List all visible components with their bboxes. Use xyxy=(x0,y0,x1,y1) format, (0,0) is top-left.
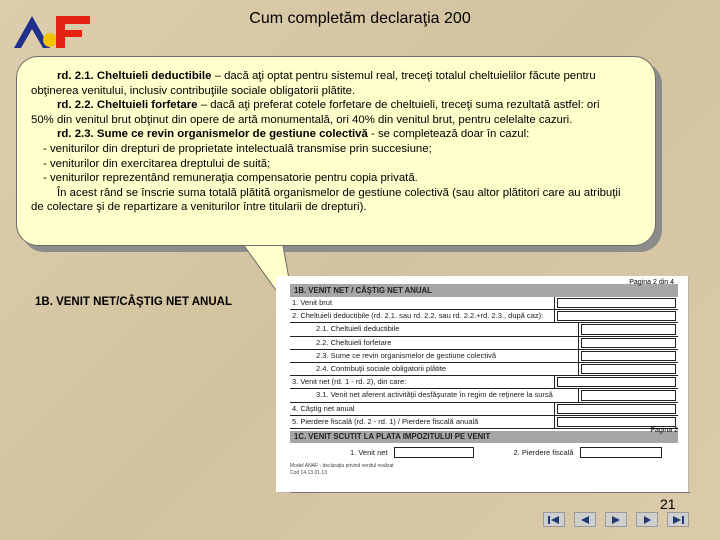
previous-slide-icon xyxy=(578,515,592,525)
last-slide-button[interactable] xyxy=(667,512,689,527)
form-row-value-box xyxy=(581,351,676,361)
form-row xyxy=(290,350,678,363)
form-section-header: 1B. VENIT NET / CÂŞTIG NET ANUAL xyxy=(290,284,678,297)
form-row-value-box xyxy=(581,390,676,400)
form-row-label: 1. Venit brut xyxy=(290,297,555,309)
form-rows xyxy=(290,297,678,429)
form-row-label: 2. Cheltuieli deductibile (rd. 2.1. sau rd. 2.2. sau rd. 2.2.+rd. 2.3., după caz): xyxy=(290,310,555,322)
slide-title: Cum completăm declaraţia 200 xyxy=(249,10,471,27)
exempt-field-label: 2. Pierdere fiscală xyxy=(513,448,574,458)
callout-text: - se completează doar în cazul: xyxy=(367,128,530,141)
form-row xyxy=(290,376,678,389)
form-row-value-box xyxy=(557,377,676,387)
form-page-indicator: Pagina 2 din 4 xyxy=(629,279,674,286)
next-slide-icon xyxy=(609,515,623,525)
form-row xyxy=(290,337,678,350)
first-slide-button[interactable] xyxy=(543,512,565,527)
form-row-value-box xyxy=(581,324,676,334)
form-row-value-box xyxy=(557,404,676,414)
explanation-callout xyxy=(16,56,656,246)
row-2-3-title: rd. 2.3. Sume ce revin organismelor de gestiune colectivă xyxy=(57,128,368,141)
exempt-field-box xyxy=(394,447,474,458)
first-slide-icon xyxy=(547,515,561,525)
callout-text: 50% din venitul brut obţinut din opere de artă monumentală, ori 40% din venitul brut, pentru celelalte cazuri. xyxy=(31,113,573,126)
callout-text: obţinerea venitului, inclusiv contribuţiile sociale obligatorii plătite. xyxy=(31,84,356,97)
exempt-income-row xyxy=(290,443,678,463)
form-row xyxy=(290,297,678,310)
next-slide-button[interactable] xyxy=(605,512,627,527)
form-row-value-box xyxy=(581,364,676,374)
callout-text: de colectare şi de repartizare a veniturilor între titularii de drepturi). xyxy=(31,201,367,214)
form-page-indicator: Pagina 2 xyxy=(650,427,678,434)
form-footer: Cod 14.13.01.13 xyxy=(290,469,327,476)
form-row xyxy=(290,363,678,376)
page-number: 21 xyxy=(660,496,676,512)
callout-text: În acest rând se înscrie suma totală plătită organismelor de gestiune colectivă (sau altor plătitori care au atribuţii xyxy=(57,186,621,199)
slide-navigation xyxy=(543,512,689,527)
callout-list-item: - veniturilor reprezentând remuneraţia compensatorie pentru copia privată. xyxy=(43,172,418,185)
form-row-label: 3. Venit net (rd. 1 - rd. 2), din care: xyxy=(290,376,555,388)
form-row-label: 2.4. Contribuţii sociale obligatorii plătite xyxy=(290,363,579,375)
row-2-1-title: rd. 2.1. Cheltuieli deductibile xyxy=(57,70,212,82)
play-icon xyxy=(640,515,654,525)
form-footer: Model ANAF - declaraţia privind venitul realizat xyxy=(290,462,394,469)
form-row-label: 2.2. Cheltuieli forfetare xyxy=(290,337,579,349)
exempt-field-label: 1. Venit net xyxy=(350,448,388,458)
form-row-value-box xyxy=(557,298,676,308)
row-2-2-title: rd. 2.2. Cheltuieli forfetare xyxy=(57,99,198,112)
last-slide-icon xyxy=(671,515,685,525)
callout-list-item: - veniturilor din exercitarea dreptului de suită; xyxy=(43,157,271,170)
form-row-label: 2.3. Sume ce revin organismelor de gestiune colectivă xyxy=(290,350,579,362)
form-excerpt xyxy=(276,276,688,492)
form-section-header-2: 1C. VENIT SCUTIT LA PLATA IMPOZITULUI PE VENIT xyxy=(290,431,678,443)
footer-divider xyxy=(290,492,690,493)
form-row-value-box xyxy=(557,417,676,427)
form-row xyxy=(290,310,678,323)
section-label: 1B. VENIT NET/CÂŞTIG NET ANUAL xyxy=(35,296,232,308)
form-row xyxy=(290,323,678,336)
callout-text: – dacă aţi optat pentru sistemul real, treceţi totalul cheltuielilor făcute pentru xyxy=(211,70,596,82)
form-row-value-box xyxy=(581,338,676,348)
callout-list-item: - veniturilor din drepturi de proprietate intelectuală transmise prin succesiune; xyxy=(43,142,432,155)
form-row xyxy=(290,416,678,429)
form-row-label: 4. Câştig net anual xyxy=(290,403,555,415)
form-row xyxy=(290,389,678,402)
exempt-field-box xyxy=(580,447,662,458)
form-row xyxy=(290,403,678,416)
callout-text: – dacă aţi preferat cotele forfetare de cheltuieli, treceţi suma rezultată astfel: ori xyxy=(197,99,600,112)
form-row-label: 5. Pierdere fiscală (rd. 2 - rd. 1) / Pierdere fiscală anuală xyxy=(290,416,555,428)
form-row-label: 2.1. Cheltuieli deductibile xyxy=(290,323,579,335)
previous-slide-button[interactable] xyxy=(574,512,596,527)
form-row-value-box xyxy=(557,311,676,321)
form-row-label: 3.1. Venit net aferent activităţii desfăşurate în regim de reţinere la sursă xyxy=(290,389,579,401)
play-button[interactable] xyxy=(636,512,658,527)
